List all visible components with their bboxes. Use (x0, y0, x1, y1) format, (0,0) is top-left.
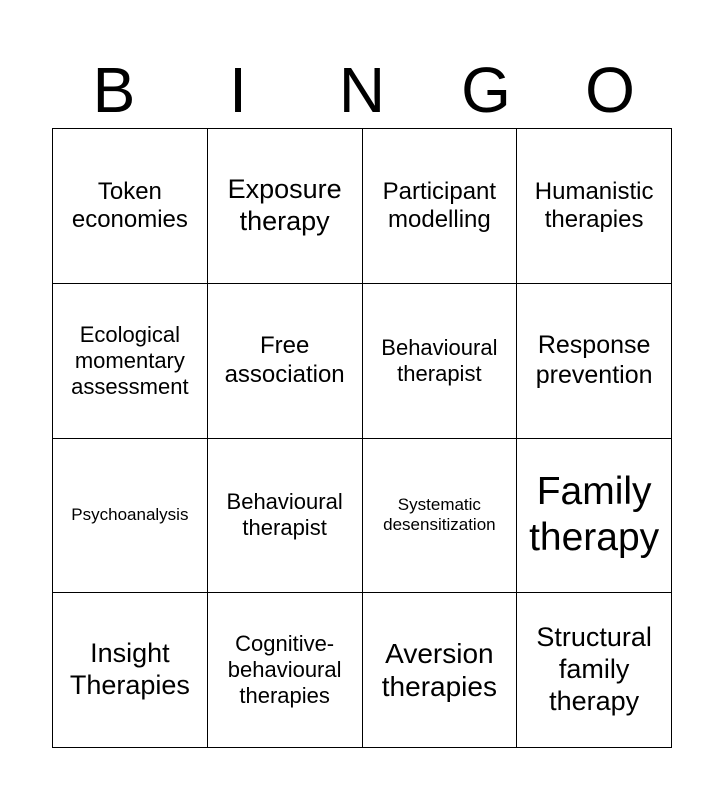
bingo-cell[interactable] (53, 439, 208, 594)
bingo-header (52, 52, 672, 128)
cell-label: Aversion therapies (381, 638, 497, 703)
bingo-cell[interactable] (517, 439, 672, 594)
bingo-cell[interactable] (53, 129, 208, 284)
cell-label: Structural family therapy (536, 622, 652, 717)
bingo-cell[interactable] (208, 129, 363, 284)
bingo-cell[interactable] (517, 593, 672, 748)
cell-label: Behavioural therapist (226, 489, 343, 541)
bingo-cell[interactable] (208, 439, 363, 594)
header-letter-n: N (338, 54, 386, 126)
cell-label: Psychoanalysis (71, 505, 189, 525)
header-letter-b: B (92, 54, 136, 126)
header-letter-i: I (229, 54, 247, 126)
bingo-cell[interactable] (517, 284, 672, 439)
bingo-cell[interactable] (53, 593, 208, 748)
bingo-cell[interactable] (363, 439, 518, 594)
header-letter-o: O (585, 54, 635, 126)
cell-label: Insight Therapies (69, 638, 190, 701)
cell-label: Participant modelling (382, 177, 497, 233)
cell-label: Cognitive- behavioural therapies (227, 631, 342, 709)
bingo-cell[interactable] (363, 129, 518, 284)
cell-label: Exposure therapy (227, 174, 342, 236)
cell-label: Humanistic therapies (534, 177, 654, 233)
cell-label: Token economies (71, 177, 188, 233)
bingo-board (52, 128, 672, 748)
bingo-cell[interactable] (53, 284, 208, 439)
cell-label: Free association (224, 332, 345, 388)
bingo-cell[interactable] (363, 593, 518, 748)
cell-label: Behavioural therapist (381, 334, 498, 386)
bingo-cell[interactable] (363, 284, 518, 439)
header-letter-g: G (461, 54, 511, 126)
bingo-cell[interactable] (208, 284, 363, 439)
bingo-cell[interactable] (208, 593, 363, 748)
cell-label: Response prevention (535, 331, 653, 389)
cell-label: Family therapy (529, 470, 660, 560)
cell-label: Ecological momentary assessment (71, 321, 189, 399)
cell-label: Systematic desensitization (383, 495, 496, 535)
bingo-cell[interactable] (517, 129, 672, 284)
